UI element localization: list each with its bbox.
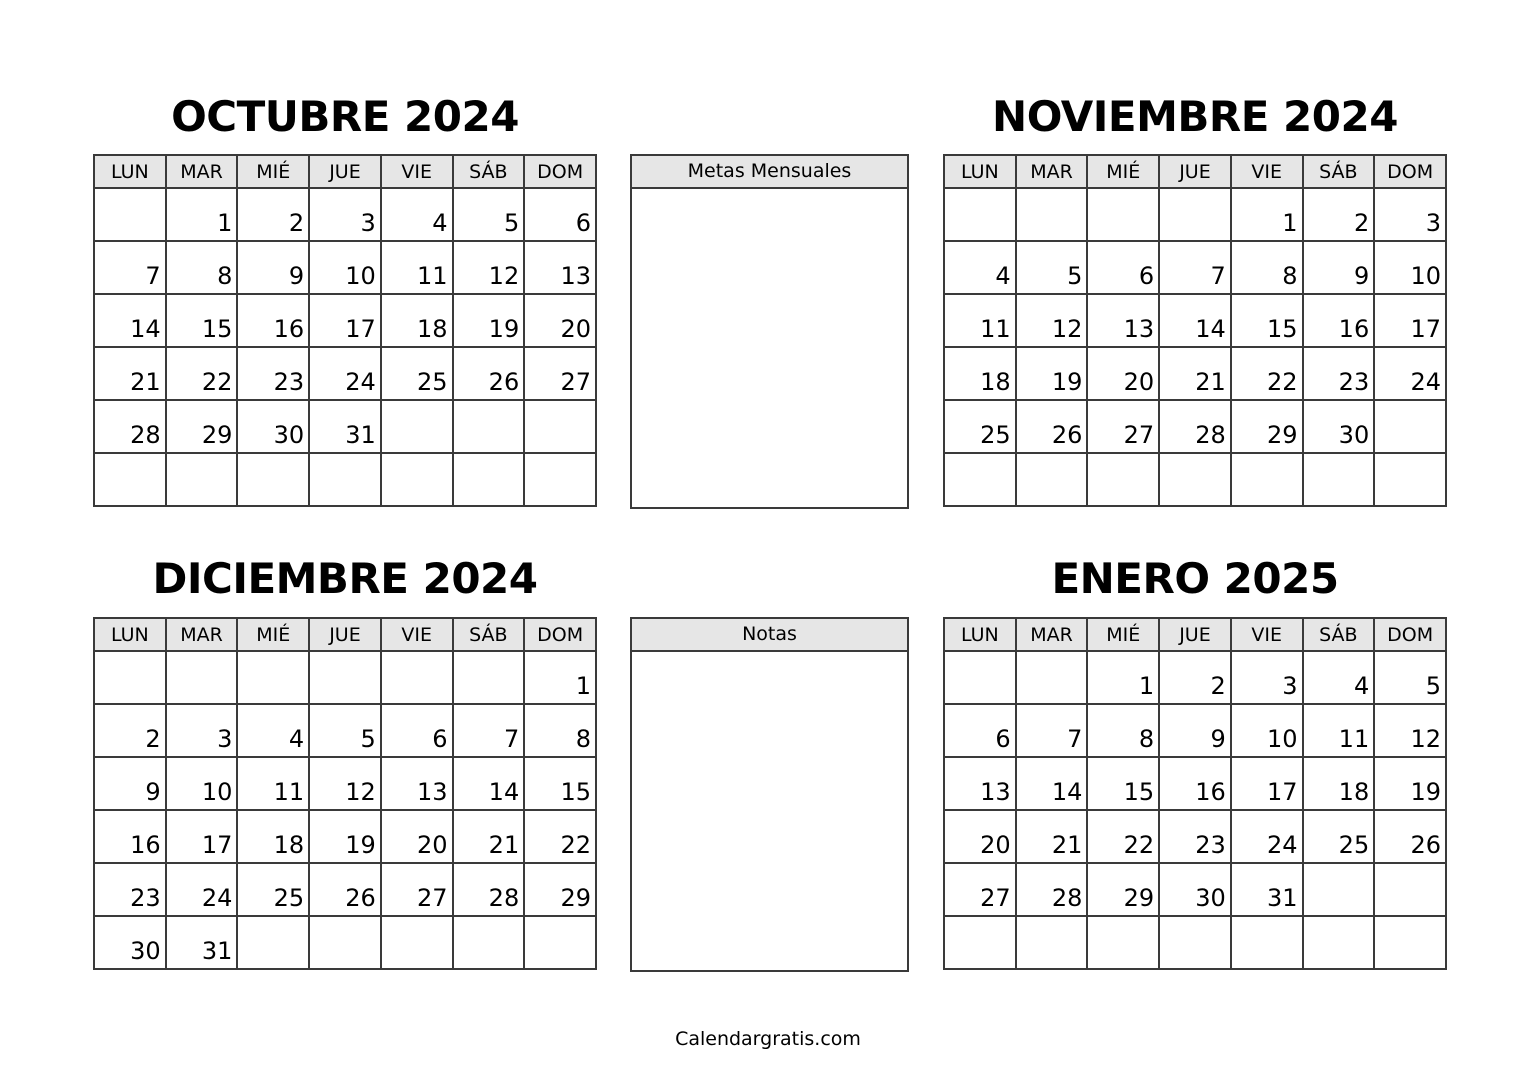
day-cell[interactable] bbox=[94, 651, 166, 704]
weekday-header: SÁB bbox=[1303, 155, 1375, 188]
weekday-header: LUN bbox=[944, 618, 1016, 651]
day-cell[interactable]: 10 bbox=[166, 757, 238, 810]
day-cell[interactable] bbox=[944, 453, 1016, 506]
day-cell[interactable] bbox=[1374, 863, 1446, 916]
weekday-header: VIE bbox=[381, 618, 453, 651]
day-cell[interactable]: 17 bbox=[1231, 757, 1303, 810]
day-cell[interactable]: 15 bbox=[166, 294, 238, 347]
day-cell[interactable] bbox=[453, 400, 525, 453]
day-cell[interactable] bbox=[309, 453, 381, 506]
weekday-header: DOM bbox=[1374, 618, 1446, 651]
weekday-header: MIÉ bbox=[237, 155, 309, 188]
day-cell[interactable]: 26 bbox=[1016, 400, 1088, 453]
day-cell[interactable]: 24 bbox=[1231, 810, 1303, 863]
weekday-header: VIE bbox=[1231, 155, 1303, 188]
weekday-header: DOM bbox=[524, 618, 596, 651]
day-cell[interactable]: 21 bbox=[1016, 810, 1088, 863]
weekday-header: MIÉ bbox=[1087, 155, 1159, 188]
day-cell[interactable]: 6 bbox=[524, 188, 596, 241]
day-cell[interactable] bbox=[1087, 188, 1159, 241]
day-cell[interactable] bbox=[309, 916, 381, 969]
day-cell[interactable]: 6 bbox=[944, 704, 1016, 757]
day-cell[interactable] bbox=[944, 651, 1016, 704]
week-row bbox=[94, 241, 596, 294]
week-row bbox=[944, 863, 1446, 916]
day-cell[interactable]: 7 bbox=[1159, 241, 1231, 294]
day-cell[interactable]: 13 bbox=[1087, 294, 1159, 347]
day-cell[interactable] bbox=[1231, 453, 1303, 506]
day-cell[interactable]: 14 bbox=[1016, 757, 1088, 810]
day-cell[interactable] bbox=[1374, 916, 1446, 969]
day-cell[interactable] bbox=[1303, 863, 1375, 916]
day-cell[interactable]: 18 bbox=[944, 347, 1016, 400]
day-cell[interactable]: 10 bbox=[1231, 704, 1303, 757]
day-cell[interactable] bbox=[524, 400, 596, 453]
day-cell[interactable] bbox=[237, 651, 309, 704]
weekday-header: MAR bbox=[166, 618, 238, 651]
day-cell[interactable]: 29 bbox=[1087, 863, 1159, 916]
week-row bbox=[944, 916, 1446, 969]
week-row bbox=[94, 810, 596, 863]
day-cell[interactable]: 25 bbox=[237, 863, 309, 916]
weekday-header: JUE bbox=[309, 618, 381, 651]
day-cell[interactable]: 2 bbox=[1303, 188, 1375, 241]
day-cell[interactable]: 23 bbox=[237, 347, 309, 400]
day-cell[interactable] bbox=[1159, 916, 1231, 969]
day-cell[interactable]: 16 bbox=[94, 810, 166, 863]
day-cell[interactable]: 20 bbox=[1087, 347, 1159, 400]
day-cell[interactable]: 22 bbox=[1231, 347, 1303, 400]
weekday-header: MIÉ bbox=[1087, 618, 1159, 651]
day-cell[interactable]: 31 bbox=[166, 916, 238, 969]
day-cell[interactable] bbox=[237, 916, 309, 969]
day-cell[interactable]: 15 bbox=[524, 757, 596, 810]
weekday-header-row bbox=[94, 618, 596, 651]
day-cell[interactable] bbox=[453, 916, 525, 969]
day-cell[interactable]: 15 bbox=[1231, 294, 1303, 347]
day-cell[interactable]: 20 bbox=[381, 810, 453, 863]
day-cell[interactable]: 27 bbox=[381, 863, 453, 916]
day-cell[interactable]: 8 bbox=[166, 241, 238, 294]
day-cell[interactable]: 11 bbox=[237, 757, 309, 810]
weekday-header: LUN bbox=[94, 155, 166, 188]
day-cell[interactable] bbox=[166, 453, 238, 506]
day-cell[interactable]: 11 bbox=[944, 294, 1016, 347]
month-title-november: NOVIEMBRE 2024 bbox=[992, 92, 1398, 141]
day-cell[interactable]: 20 bbox=[524, 294, 596, 347]
day-cell[interactable] bbox=[1159, 188, 1231, 241]
month-title-january: ENERO 2025 bbox=[1051, 554, 1339, 603]
day-cell[interactable]: 25 bbox=[1303, 810, 1375, 863]
day-cell[interactable] bbox=[524, 453, 596, 506]
day-cell[interactable]: 21 bbox=[94, 347, 166, 400]
footer-site: Calendargratis.com bbox=[675, 1028, 861, 1050]
week-row bbox=[944, 294, 1446, 347]
day-cell[interactable]: 13 bbox=[381, 757, 453, 810]
day-cell[interactable]: 30 bbox=[1159, 863, 1231, 916]
day-cell[interactable] bbox=[1016, 651, 1088, 704]
day-cell[interactable] bbox=[309, 651, 381, 704]
day-cell[interactable]: 8 bbox=[1231, 241, 1303, 294]
day-cell[interactable]: 8 bbox=[1087, 704, 1159, 757]
month-title-december: DICIEMBRE 2024 bbox=[152, 554, 538, 603]
week-row bbox=[944, 188, 1446, 241]
day-cell[interactable]: 7 bbox=[1016, 704, 1088, 757]
day-cell[interactable]: 31 bbox=[1231, 863, 1303, 916]
monthly-goals-box[interactable] bbox=[630, 154, 909, 509]
day-cell[interactable]: 26 bbox=[453, 347, 525, 400]
day-cell[interactable]: 31 bbox=[309, 400, 381, 453]
weekday-header: JUE bbox=[1159, 155, 1231, 188]
day-cell[interactable]: 23 bbox=[94, 863, 166, 916]
day-cell[interactable]: 23 bbox=[1303, 347, 1375, 400]
day-cell[interactable]: 4 bbox=[1303, 651, 1375, 704]
weekday-header: MIÉ bbox=[237, 618, 309, 651]
day-cell[interactable]: 2 bbox=[1159, 651, 1231, 704]
day-cell[interactable] bbox=[381, 916, 453, 969]
day-cell[interactable]: 28 bbox=[1159, 400, 1231, 453]
day-cell[interactable]: 28 bbox=[94, 400, 166, 453]
week-row bbox=[94, 400, 596, 453]
weekday-header: MAR bbox=[1016, 618, 1088, 651]
day-cell[interactable]: 28 bbox=[453, 863, 525, 916]
week-row bbox=[944, 704, 1446, 757]
day-cell[interactable]: 10 bbox=[1374, 241, 1446, 294]
calendar-october bbox=[93, 154, 597, 507]
week-row bbox=[944, 347, 1446, 400]
week-row bbox=[94, 757, 596, 810]
week-row bbox=[944, 241, 1446, 294]
day-cell[interactable]: 19 bbox=[309, 810, 381, 863]
day-cell[interactable]: 22 bbox=[1087, 810, 1159, 863]
day-cell[interactable]: 3 bbox=[309, 188, 381, 241]
day-cell[interactable]: 19 bbox=[1016, 347, 1088, 400]
day-cell[interactable]: 17 bbox=[166, 810, 238, 863]
day-cell[interactable]: 24 bbox=[166, 863, 238, 916]
weekday-header-row bbox=[944, 155, 1446, 188]
day-cell[interactable]: 24 bbox=[1374, 347, 1446, 400]
weekday-header: VIE bbox=[1231, 618, 1303, 651]
day-cell[interactable]: 8 bbox=[524, 704, 596, 757]
day-cell[interactable]: 18 bbox=[237, 810, 309, 863]
day-cell[interactable]: 22 bbox=[524, 810, 596, 863]
week-row bbox=[94, 453, 596, 506]
day-cell[interactable]: 28 bbox=[1016, 863, 1088, 916]
week-row bbox=[944, 400, 1446, 453]
day-cell[interactable]: 30 bbox=[94, 916, 166, 969]
weekday-header: LUN bbox=[94, 618, 166, 651]
week-row bbox=[94, 347, 596, 400]
week-row bbox=[94, 863, 596, 916]
day-cell[interactable]: 3 bbox=[166, 704, 238, 757]
day-cell[interactable]: 19 bbox=[453, 294, 525, 347]
day-cell[interactable]: 11 bbox=[381, 241, 453, 294]
day-cell[interactable]: 12 bbox=[309, 757, 381, 810]
week-row bbox=[94, 188, 596, 241]
day-cell[interactable]: 18 bbox=[381, 294, 453, 347]
day-cell[interactable]: 24 bbox=[309, 347, 381, 400]
day-cell[interactable] bbox=[94, 188, 166, 241]
day-cell[interactable] bbox=[94, 453, 166, 506]
day-cell[interactable] bbox=[944, 188, 1016, 241]
day-cell[interactable]: 5 bbox=[453, 188, 525, 241]
day-cell[interactable]: 7 bbox=[453, 704, 525, 757]
day-cell[interactable] bbox=[381, 651, 453, 704]
day-cell[interactable] bbox=[1016, 916, 1088, 969]
day-cell[interactable]: 14 bbox=[94, 294, 166, 347]
day-cell[interactable]: 21 bbox=[1159, 347, 1231, 400]
day-cell[interactable]: 16 bbox=[237, 294, 309, 347]
day-cell[interactable]: 17 bbox=[1374, 294, 1446, 347]
day-cell[interactable]: 3 bbox=[1374, 188, 1446, 241]
weekday-header: DOM bbox=[524, 155, 596, 188]
week-row bbox=[94, 294, 596, 347]
day-cell[interactable]: 21 bbox=[453, 810, 525, 863]
week-row bbox=[944, 651, 1446, 704]
day-cell[interactable] bbox=[166, 651, 238, 704]
day-cell[interactable]: 9 bbox=[1303, 241, 1375, 294]
day-cell[interactable]: 12 bbox=[1374, 704, 1446, 757]
day-cell[interactable]: 3 bbox=[1231, 651, 1303, 704]
day-cell[interactable]: 16 bbox=[1159, 757, 1231, 810]
monthly-goals-header: Metas Mensuales bbox=[632, 156, 907, 189]
calendar-december bbox=[93, 617, 597, 970]
day-cell[interactable]: 4 bbox=[237, 704, 309, 757]
day-cell[interactable] bbox=[944, 916, 1016, 969]
day-cell[interactable] bbox=[1087, 453, 1159, 506]
day-cell[interactable] bbox=[1374, 400, 1446, 453]
day-cell[interactable]: 12 bbox=[453, 241, 525, 294]
weekday-header: DOM bbox=[1374, 155, 1446, 188]
day-cell[interactable] bbox=[1303, 453, 1375, 506]
day-cell[interactable]: 14 bbox=[453, 757, 525, 810]
day-cell[interactable]: 14 bbox=[1159, 294, 1231, 347]
week-row bbox=[944, 810, 1446, 863]
month-title-october: OCTUBRE 2024 bbox=[171, 92, 519, 141]
weekday-header: SÁB bbox=[1303, 618, 1375, 651]
day-cell[interactable]: 9 bbox=[237, 241, 309, 294]
day-cell[interactable]: 11 bbox=[1303, 704, 1375, 757]
day-cell[interactable]: 2 bbox=[237, 188, 309, 241]
day-cell[interactable]: 27 bbox=[944, 863, 1016, 916]
day-cell[interactable]: 6 bbox=[1087, 241, 1159, 294]
day-cell[interactable]: 9 bbox=[94, 757, 166, 810]
day-cell[interactable] bbox=[453, 453, 525, 506]
day-cell[interactable] bbox=[237, 453, 309, 506]
day-cell[interactable]: 1 bbox=[1087, 651, 1159, 704]
notes-header: Notas bbox=[632, 619, 907, 652]
weekday-header: MAR bbox=[1016, 155, 1088, 188]
day-cell[interactable]: 10 bbox=[309, 241, 381, 294]
day-cell[interactable]: 26 bbox=[1374, 810, 1446, 863]
notes-box[interactable] bbox=[630, 617, 909, 972]
day-cell[interactable]: 9 bbox=[1159, 704, 1231, 757]
day-cell[interactable]: 30 bbox=[237, 400, 309, 453]
day-cell[interactable]: 1 bbox=[524, 651, 596, 704]
weekday-header: SÁB bbox=[453, 618, 525, 651]
day-cell[interactable]: 5 bbox=[1016, 241, 1088, 294]
week-row bbox=[94, 704, 596, 757]
day-cell[interactable]: 2 bbox=[94, 704, 166, 757]
weekday-header-row bbox=[94, 155, 596, 188]
weekday-header: LUN bbox=[944, 155, 1016, 188]
day-cell[interactable]: 25 bbox=[944, 400, 1016, 453]
day-cell[interactable] bbox=[1016, 453, 1088, 506]
day-cell[interactable]: 29 bbox=[166, 400, 238, 453]
day-cell[interactable] bbox=[1087, 916, 1159, 969]
day-cell[interactable] bbox=[1231, 916, 1303, 969]
week-row bbox=[94, 651, 596, 704]
day-cell[interactable] bbox=[1016, 188, 1088, 241]
day-cell[interactable] bbox=[1159, 453, 1231, 506]
calendar-november bbox=[943, 154, 1447, 507]
day-cell[interactable]: 29 bbox=[1231, 400, 1303, 453]
day-cell[interactable] bbox=[1303, 916, 1375, 969]
day-cell[interactable]: 6 bbox=[381, 704, 453, 757]
day-cell[interactable]: 30 bbox=[1303, 400, 1375, 453]
week-row bbox=[944, 453, 1446, 506]
day-cell[interactable]: 5 bbox=[1374, 651, 1446, 704]
week-row bbox=[94, 916, 596, 969]
day-cell[interactable]: 19 bbox=[1374, 757, 1446, 810]
day-cell[interactable]: 12 bbox=[1016, 294, 1088, 347]
day-cell[interactable]: 27 bbox=[524, 347, 596, 400]
day-cell[interactable]: 13 bbox=[944, 757, 1016, 810]
weekday-header: SÁB bbox=[453, 155, 525, 188]
day-cell[interactable]: 16 bbox=[1303, 294, 1375, 347]
day-cell[interactable]: 25 bbox=[381, 347, 453, 400]
weekday-header: JUE bbox=[1159, 618, 1231, 651]
day-cell[interactable]: 29 bbox=[524, 863, 596, 916]
calendar-january bbox=[943, 617, 1447, 970]
day-cell[interactable]: 23 bbox=[1159, 810, 1231, 863]
day-cell[interactable] bbox=[1374, 453, 1446, 506]
day-cell[interactable] bbox=[453, 651, 525, 704]
weekday-header: MAR bbox=[166, 155, 238, 188]
weekday-header: JUE bbox=[309, 155, 381, 188]
day-cell[interactable]: 4 bbox=[944, 241, 1016, 294]
day-cell[interactable]: 18 bbox=[1303, 757, 1375, 810]
day-cell[interactable]: 26 bbox=[309, 863, 381, 916]
day-cell[interactable]: 1 bbox=[166, 188, 238, 241]
day-cell[interactable]: 17 bbox=[309, 294, 381, 347]
day-cell[interactable]: 1 bbox=[1231, 188, 1303, 241]
day-cell[interactable]: 27 bbox=[1087, 400, 1159, 453]
day-cell[interactable]: 7 bbox=[94, 241, 166, 294]
day-cell[interactable] bbox=[381, 400, 453, 453]
day-cell[interactable] bbox=[381, 453, 453, 506]
day-cell[interactable]: 13 bbox=[524, 241, 596, 294]
day-cell[interactable]: 15 bbox=[1087, 757, 1159, 810]
day-cell[interactable]: 5 bbox=[309, 704, 381, 757]
week-row bbox=[944, 757, 1446, 810]
day-cell[interactable] bbox=[524, 916, 596, 969]
day-cell[interactable]: 20 bbox=[944, 810, 1016, 863]
day-cell[interactable]: 22 bbox=[166, 347, 238, 400]
day-cell[interactable]: 4 bbox=[381, 188, 453, 241]
weekday-header: VIE bbox=[381, 155, 453, 188]
weekday-header-row bbox=[944, 618, 1446, 651]
